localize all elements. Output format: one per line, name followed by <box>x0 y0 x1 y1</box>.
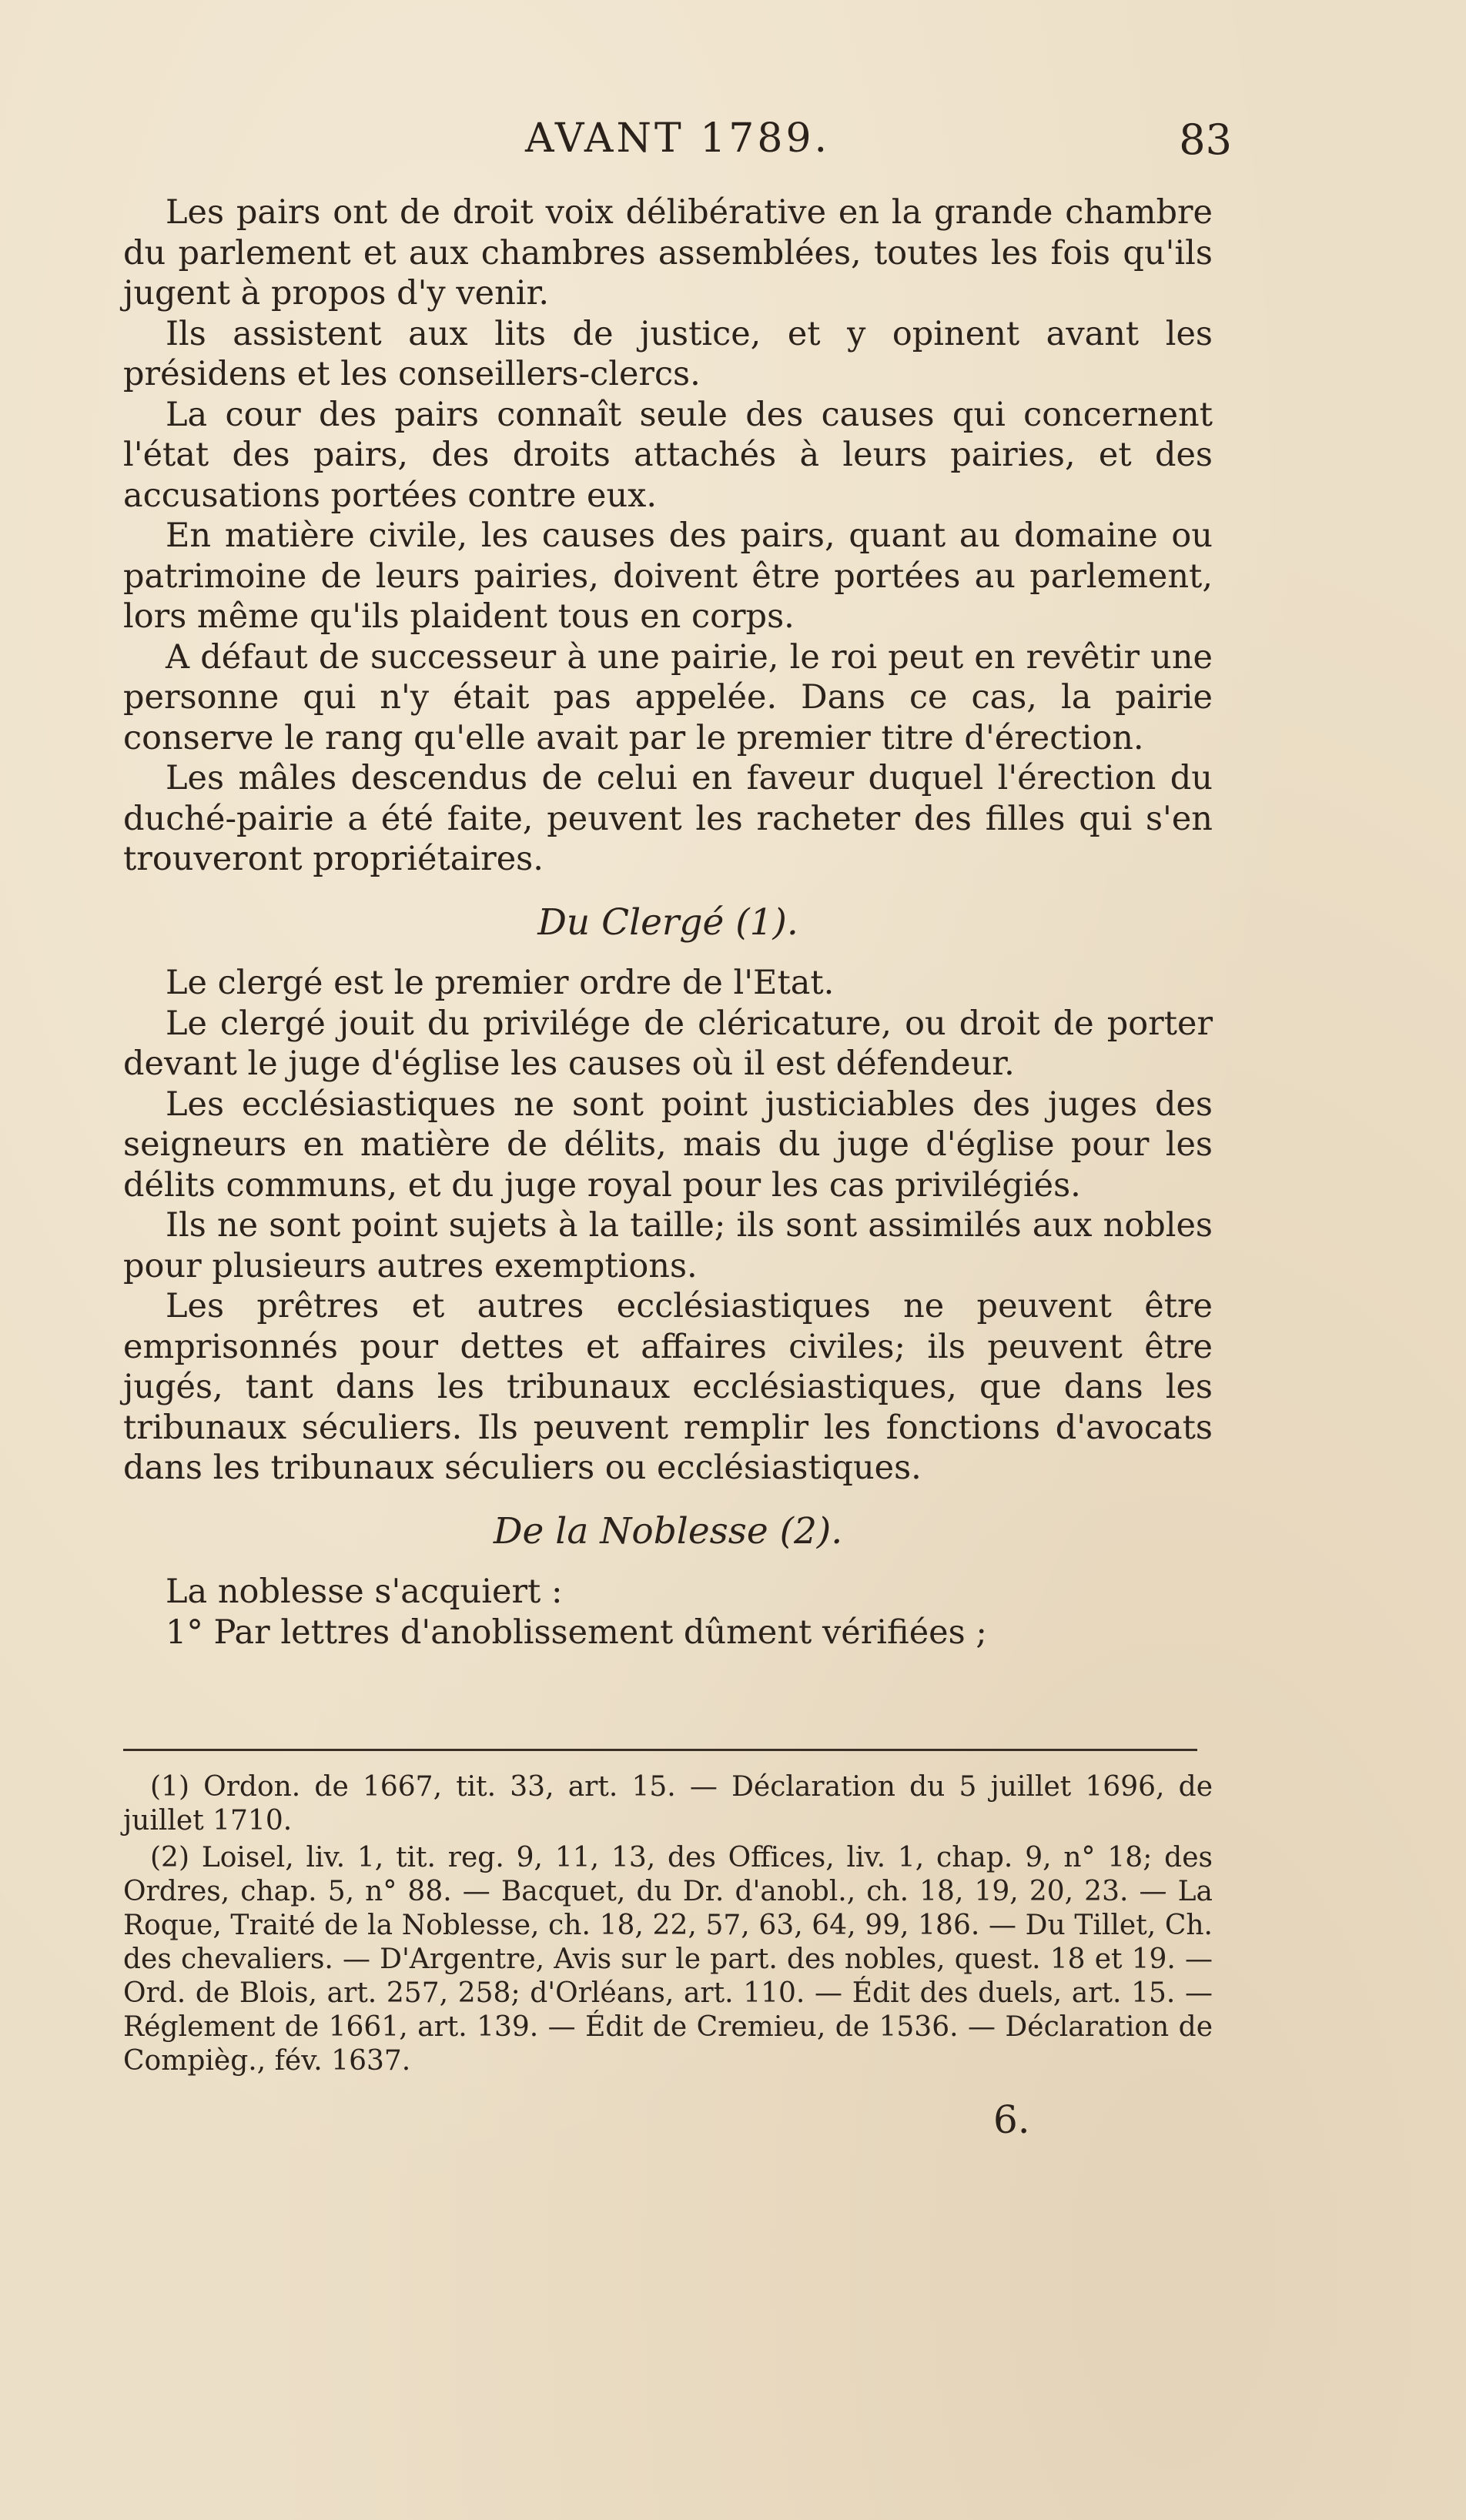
running-title: AVANT 1789. <box>524 115 831 162</box>
section-heading-clerge: Du Clergé (1). <box>537 901 798 944</box>
paragraph: Les prêtres et autres ecclésiastiques ne peuvent être emprisonnés pour dettes et affaires civiles; ils peuvent être jugés, tant dans les tribunaux ecclésiastiques, que dans les tribunaux séculiers. Ils peuvent remplir les fonctions d'avocats dans les tribunaux séculiers ou ecclésiastiques. <box>123 1287 1213 1487</box>
page-number: 83 <box>1179 115 1232 164</box>
paragraph: Le clergé est le premier ordre de l'Etat. <box>166 964 835 1002</box>
paragraph: Ils assistent aux lits de justice, et y opinent avant les présidens et les conseillers-clercs. <box>123 314 1213 393</box>
footnote: (1) Ordon. de 1667, tit. 33, art. 15. — Déclaration du 5 juillet 1696, de juillet 1710. <box>123 1771 1213 1837</box>
paragraph: En matière civile, les causes des pairs, quant au domaine ou patrimoine de leurs pairies, doivent être portées au parlement, lors même qu'ils plaident tous en corps. <box>123 516 1213 636</box>
paragraph: Ils ne sont point sujets à la taille; ils sont assimilés aux nobles pour plusieurs autres exemptions. <box>123 1206 1213 1285</box>
footnotes <box>123 1770 1213 2081</box>
main-text <box>123 192 1213 1653</box>
paragraph: Les ecclésiastiques ne sont point justiciables des juges des seigneurs en matière de délits, mais du juge d'église pour les délits communs, et du juge royal pour les cas privilégiés. <box>123 1085 1213 1205</box>
paragraph: La noblesse s'acquiert : <box>166 1572 563 1611</box>
paragraph: Les mâles descendus de celui en faveur duquel l'érection du duché-pairie a été faite, peuvent les racheter des filles qui s'en trouveront propriétaires. <box>123 759 1213 878</box>
signature-mark: 6. <box>993 2097 1030 2142</box>
paragraph: Les pairs ont de droit voix délibérative en la grande chambre du parlement et aux chambres assemblées, toutes les fois qu'ils jugent à propos d'y venir. <box>123 193 1213 312</box>
paragraph: La cour des pairs connaît seule des causes qui concernent l'état des pairs, des droits attachés à leurs pairies, et des accusations portées contre eux. <box>123 395 1213 515</box>
section-heading-noblesse: De la Noblesse (2). <box>493 1509 843 1552</box>
running-header <box>123 115 1232 169</box>
footnote: (2) Loisel, liv. 1, tit. reg. 9, 11, 13, des Offices, liv. 1, chap. 9, n° 18; des Ordres, chap. 5, n° 88. — Bacquet, du Dr. d'anobl., ch. 18, 19, 20, 23. — La Roque, Traité de la Noblesse, ch. 18, 22, 57, 63, 64, 99, 186. — Du Tillet, Ch. des chevaliers. — D'Argentre, Avis sur le part. des nobles, quest. 18 et 19. — Ord. de Blois, art. 257, 258; d'Orléans, art. 110. — Édit des duels, art. 15. — Réglement de 1661, art. 139. — Édit de Cremieu, de 1536. — Déclaration de Compièg., fév. 1637. <box>123 1842 1213 2077</box>
paragraph: Le clergé jouit du privilége de cléricature, ou droit de porter devant le juge d'église les causes où il est défendeur. <box>123 1004 1213 1083</box>
paragraph: 1° Par lettres d'anoblissement dûment vérifiées ; <box>166 1613 987 1652</box>
paragraph: A défaut de successeur à une pairie, le roi peut en revêtir une personne qui n'y était pas appelée. Dans ce cas, la pairie conserve le rang qu'elle avait par le premier titre d'érection. <box>123 637 1213 757</box>
footnote-divider <box>123 1749 1197 1751</box>
